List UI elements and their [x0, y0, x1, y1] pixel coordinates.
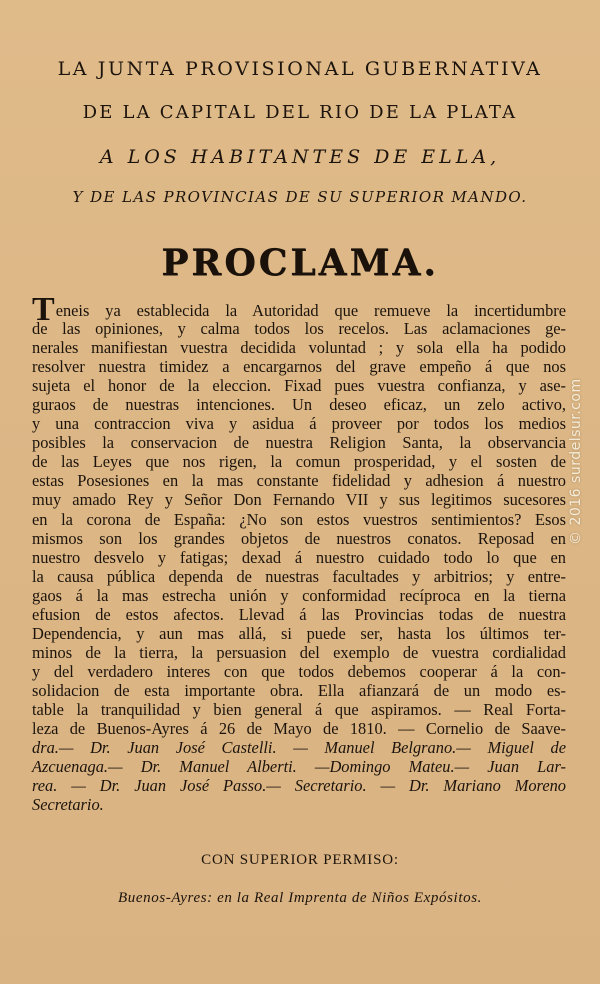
- body-line: posibles la conservacion de nuestra Religion Santa, la observancia: [32, 433, 566, 453]
- body-line: resolver nuestra timidez a encargarnos del grave empeño á que nos: [32, 357, 566, 377]
- body-line: nerales manifiestan vuestra decidida voluntad ; y sola ella ha podido: [32, 338, 566, 358]
- body-line: gaos á la mas estrecha unión y conformidad recíproca en la tierna: [32, 585, 566, 605]
- body-line: y del verdadero interes con que todos debemos cooperar á la con-: [32, 661, 566, 681]
- body-line: leza de Buenos-Ayres á 26 de Mayo de 1810. — Cornelio de Saave-: [32, 719, 566, 739]
- body-line: Teneis ya establecida la Autoridad que remueve la incertidumbre: [32, 291, 566, 328]
- drop-cap: T: [32, 291, 55, 328]
- body-line: nuestro desvelo y fatigas; dexad á nuestro cuidado todo lo que en: [32, 547, 566, 567]
- signatures-line: dra.— Dr. Juan José Castelli. — Manuel Belgrano.— Miguel de: [32, 738, 566, 758]
- body-line: mismos son los grandes objetos de nuestros conatos. Reposad en: [32, 528, 566, 548]
- body-line: muy amado Rey y Señor Don Fernando VII y sus legitimos sucesores: [32, 490, 566, 510]
- body-line: estas Posesiones en la mas constante fidelidad y adhesion á nuestro: [32, 471, 566, 491]
- body-line: table la tranquilidad y bien general á que aspiramos. — Real Forta-: [32, 699, 566, 719]
- permission-notice: CON SUPERIOR PERMISO:: [201, 852, 399, 868]
- body-line: en la corona de España: ¿No son estos vuestros sentimientos? Esos: [32, 509, 566, 529]
- body-line: de las Leyes que nos rigen, la comun prosperidad, y el sosten de: [32, 452, 566, 472]
- body-line: solidacion de esta importante obra. Ella afianzará de un modo es-: [32, 680, 566, 700]
- signatures-line: rea. — Dr. Juan José Passo.— Secretario. — Dr. Mariano Moreno: [32, 776, 566, 796]
- body-line: Dependencia, y aun mas allá, si puede ser, hasta los últimos ter-: [32, 623, 566, 643]
- heading-provincias: Y DE LAS PROVINCIAS DE SU SUPERIOR MANDO.: [72, 188, 528, 206]
- copyright-watermark: © 2016 surdelsur.com: [568, 378, 584, 545]
- proclamation-body: [32, 291, 566, 815]
- body-line: guraos de nuestras intenciones. Un deseo eficaz, un zelo activo,: [32, 395, 566, 415]
- body-line: de las opiniones, y calma todos los recelos. Las aclamaciones ge-: [32, 319, 566, 339]
- heading-junta: LA JUNTA PROVISIONAL GUBERNATIVA: [57, 58, 543, 80]
- body-line: la causa pública dependa de nuestras facultades y arbitrios; y entre-: [32, 566, 566, 586]
- signatures-line: Secretario.: [32, 795, 104, 815]
- body-line: efusion de estos afectos. Llevad á las Provincias todas de nuestra: [32, 604, 566, 624]
- heading-capital: DE LA CAPITAL DEL RIO DE LA PLATA: [82, 102, 518, 123]
- signatures-line: Azcuenaga.— Dr. Manuel Alberti. —Domingo Mateu.— Juan Lar-: [32, 757, 566, 777]
- body-line: minos de la tierra, la persuasion del exemplo de vuestra cordialidad: [32, 642, 566, 662]
- body-line: sujeta el honor de la eleccion. Fixad pues vuestra confianza, y ase-: [32, 376, 566, 396]
- heading-habitantes: A LOS HABITANTES DE ELLA,: [99, 146, 501, 168]
- page-title: PROCLAMA.: [161, 242, 439, 284]
- printer-imprint: Buenos-Ayres: en la Real Imprenta de Niños Expósitos.: [118, 890, 482, 906]
- body-line: y una contraccion viva y asidua á proveer por todos los medios: [32, 414, 566, 434]
